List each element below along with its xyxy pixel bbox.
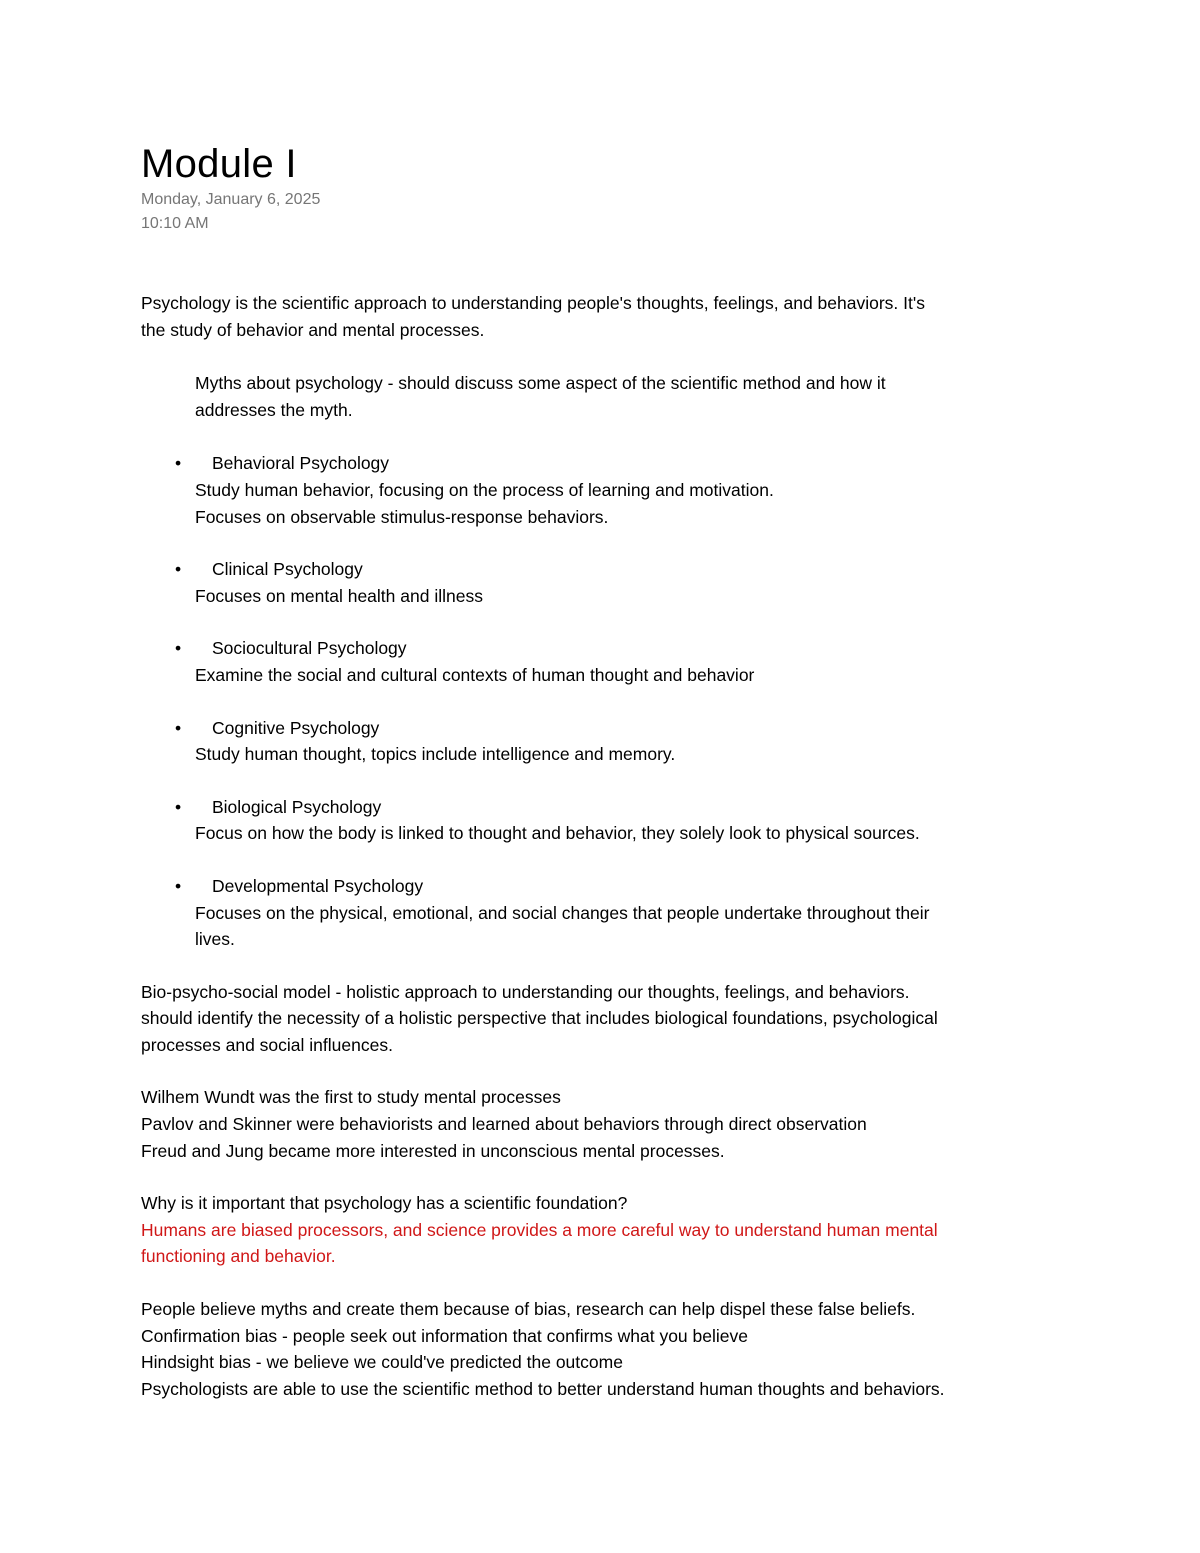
question-text: Why is it important that psychology has a scientific foundation?: [141, 1193, 628, 1214]
perspective-description: Examine the social and cultural contexts of human thought and behavior: [195, 664, 755, 685]
bullet-icon: •: [175, 796, 182, 817]
note-page: [141, 140, 1081, 1402]
perspective-description: Focuses on mental health and illness: [195, 585, 483, 606]
biopsychosocial-paragraph: [141, 979, 1081, 1059]
bias-line: Psychologists are able to use the scientific method to better understand human thoughts and behaviors.: [141, 1378, 945, 1399]
myths-paragraph: [195, 370, 1081, 423]
history-line: Freud and Jung became more interested in unconscious mental processes.: [141, 1140, 725, 1161]
intro-line: Psychology is the scientific approach to understanding people's thoughts, feelings, and behaviors. It's: [141, 293, 925, 313]
answer-line: Humans are biased processors, and science provides a more careful way to understand human mental: [141, 1219, 938, 1240]
list-item: [175, 715, 1081, 768]
bullet-icon: •: [175, 453, 182, 474]
answer-line: functioning and behavior.: [141, 1246, 336, 1267]
myths-line: addresses the myth.: [195, 399, 353, 420]
note-date: Monday, January 6, 2025: [141, 191, 321, 208]
bullet-icon: •: [175, 717, 182, 738]
perspective-title: Cognitive Psychology: [212, 717, 380, 738]
list-item: [175, 635, 1081, 688]
history-line: Pavlov and Skinner were behaviorists and learned about behaviors through direct observation: [141, 1114, 867, 1135]
intro-line: the study of behavior and mental processes.: [141, 319, 485, 340]
perspective-title: Behavioral Psychology: [212, 453, 390, 474]
intro-paragraph: [141, 290, 1081, 343]
bias-line: Confirmation bias - people seek out information that confirms what you believe: [141, 1325, 748, 1346]
perspectives-list: [141, 450, 1081, 952]
bullet-icon: •: [175, 875, 182, 896]
biopsychosocial-line: should identify the necessity of a holistic perspective that includes biological foundations, psychological: [141, 1008, 938, 1029]
perspective-title: Biological Psychology: [212, 796, 382, 817]
history-paragraph: [141, 1084, 1081, 1164]
perspective-description: Focuses on the physical, emotional, and social changes that people undertake throughout their: [195, 902, 930, 923]
question-section: [141, 1190, 1081, 1270]
list-item: [175, 794, 1081, 847]
bullet-icon: •: [175, 638, 182, 659]
list-item: [175, 556, 1081, 609]
bias-line: People believe myths and create them because of bias, research can help dispel these false beliefs.: [141, 1299, 916, 1320]
perspective-description: lives.: [195, 929, 235, 950]
bias-line: Hindsight bias - we believe we could've predicted the outcome: [141, 1352, 623, 1373]
history-line: Wilhem Wundt was the first to study mental processes: [141, 1087, 561, 1108]
perspective-description: Study human thought, topics include intelligence and memory.: [195, 744, 676, 765]
bias-paragraph: [141, 1296, 1081, 1402]
perspective-title: Clinical Psychology: [212, 559, 363, 580]
bullet-icon: •: [175, 559, 182, 580]
perspective-title: Sociocultural Psychology: [212, 638, 407, 659]
perspective-description: Study human behavior, focusing on the process of learning and motivation.: [195, 479, 774, 500]
list-item: [175, 873, 1081, 953]
page-title: Module I: [141, 142, 297, 186]
perspective-description: Focus on how the body is linked to thought and behavior, they solely look to physical sources.: [195, 823, 920, 844]
biopsychosocial-line: processes and social influences.: [141, 1034, 393, 1055]
myths-line: Myths about psychology - should discuss some aspect of the scientific method and how it: [195, 373, 886, 394]
biopsychosocial-line: Bio-psycho-social model - holistic approach to understanding our thoughts, feelings, and behaviors.: [141, 981, 910, 1002]
perspective-description: Focuses on observable stimulus-response behaviors.: [195, 506, 609, 527]
list-item: [175, 450, 1081, 530]
perspective-title: Developmental Psychology: [212, 875, 424, 896]
note-time: 10:10 AM: [141, 215, 209, 232]
